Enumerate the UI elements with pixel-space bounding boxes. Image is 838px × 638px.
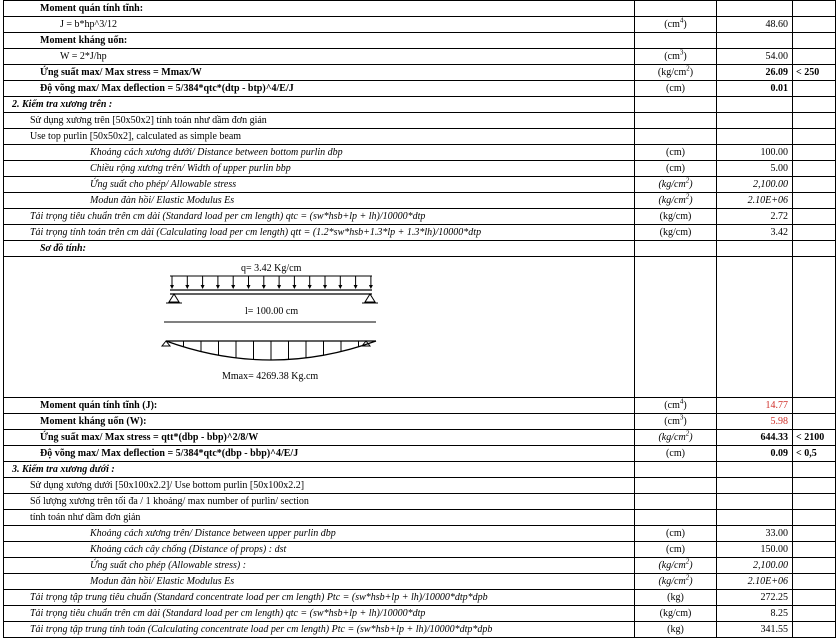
row-label: Modun đàn hồi/ Elastic Modulus Es — [4, 574, 635, 590]
row-value: 2,100.00 — [717, 558, 793, 574]
row-label: Khoảng cách xương trên/ Distance between upper purlin dbp — [4, 526, 635, 542]
row-label: Khoảng cách cây chống (Distance of props) : dst — [4, 542, 635, 558]
row-value: 3.42 — [717, 225, 793, 241]
top-section — [4, 1, 836, 257]
span-label: l= 100.00 cm — [245, 306, 299, 317]
row-limit: < 2100 — [793, 430, 836, 446]
table-row — [4, 478, 836, 494]
row-unit — [635, 462, 717, 478]
row-label: Độ võng max/ Max deflection = 5/384*qtc*(dtp - btp)^4/E/J — [4, 81, 635, 97]
row-limit — [793, 558, 836, 574]
row-value: 5.00 — [717, 161, 793, 177]
row-value — [717, 478, 793, 494]
row-unit: (kg) — [635, 590, 717, 606]
row-label: Tải trọng tính toán trên cm dài (Calculating load per cm length) qtt = (1.2*sw*hsb+1.3*lp + 1.3*lh)/10000*dtp — [4, 225, 635, 241]
row-value — [717, 462, 793, 478]
row-label: Moment kháng uốn (W): — [4, 414, 635, 430]
row-unit: $(cm^4)$ — [635, 17, 717, 33]
row-limit — [793, 49, 836, 65]
calculation-sheet — [3, 0, 836, 638]
table-row — [4, 97, 836, 113]
table-row — [4, 225, 836, 241]
row-value: 5.98 — [717, 414, 793, 430]
row-value — [717, 241, 793, 257]
table-row — [4, 526, 836, 542]
row-limit — [793, 462, 836, 478]
row-unit: $(cm^4)$ — [635, 398, 717, 414]
row-value: 26.09 — [717, 65, 793, 81]
row-unit: $(kg/cm^2)$ — [635, 193, 717, 209]
row-label: Use top purlin [50x50x2], calculated as simple beam — [4, 129, 635, 145]
beam-load-diagram — [4, 257, 635, 340]
row-label: Số lượng xương trên tối đa / 1 khoảng/ max number of purlin/ section — [4, 494, 635, 510]
row-label: W = 2*J/hp — [4, 49, 635, 65]
row-value: 2.10E+06 — [717, 193, 793, 209]
row-unit: (kg/cm) — [635, 225, 717, 241]
row-label: 2. Kiểm tra xương trên : — [4, 97, 635, 113]
row-unit: $(kg/cm^2)$ — [635, 558, 717, 574]
row-limit — [793, 590, 836, 606]
row-value: 150.00 — [717, 542, 793, 558]
row-limit — [793, 241, 836, 257]
table-row — [4, 177, 836, 193]
row-limit — [793, 17, 836, 33]
table-row — [4, 494, 836, 510]
row-unit — [635, 1, 717, 17]
row-unit: $(kg/cm^2)$ — [635, 65, 717, 81]
table-row — [4, 241, 836, 257]
row-limit — [793, 161, 836, 177]
row-label: Ứng suất cho phép/ Allowable stress — [4, 177, 635, 193]
row-label: Ứng suất cho phép (Allowable stress) : — [4, 558, 635, 574]
table-row — [4, 414, 836, 430]
row-value: 341.55 — [717, 622, 793, 638]
row-unit: (kg/cm) — [635, 209, 717, 225]
row-unit — [635, 129, 717, 145]
row-unit — [635, 494, 717, 510]
row-limit: < 0,5 — [793, 446, 836, 462]
right-support-icon — [365, 294, 375, 302]
table-row — [4, 590, 836, 606]
row-unit: (cm) — [635, 446, 717, 462]
row-label: Tải trọng tiêu chuẩn trên cm dài (Standard load per cm length) qtc = (sw*hsb+lp + lh)/10000*dtp — [4, 606, 635, 622]
moment-svg — [4, 339, 635, 397]
table-row — [4, 145, 836, 161]
row-limit — [793, 606, 836, 622]
row-unit: $(cm^3)$ — [635, 414, 717, 430]
row-limit — [793, 494, 836, 510]
row-limit — [793, 542, 836, 558]
load-arrows — [170, 276, 373, 289]
row-unit: (cm) — [635, 526, 717, 542]
table-row — [4, 17, 836, 33]
row-label: Moment quán tính tĩnh: — [4, 1, 635, 17]
row-unit: (cm) — [635, 542, 717, 558]
row-value — [717, 494, 793, 510]
row-unit: $(kg/cm^2)$ — [635, 574, 717, 590]
row-value: 14.77 — [717, 398, 793, 414]
row-limit — [793, 129, 836, 145]
row-value: 48.60 — [717, 17, 793, 33]
row-limit — [793, 398, 836, 414]
table-row — [4, 446, 836, 462]
row-value: 0.09 — [717, 446, 793, 462]
beam-load-svg — [4, 257, 635, 339]
table-row — [4, 558, 836, 574]
row-unit — [635, 97, 717, 113]
table-row — [4, 49, 836, 65]
row-label: Moment kháng uốn: — [4, 33, 635, 49]
row-value — [717, 1, 793, 17]
row-label: 3. Kiểm tra xương dưới : — [4, 462, 635, 478]
table-row — [4, 161, 836, 177]
row-value — [717, 510, 793, 526]
table-row — [4, 510, 836, 526]
row-unit: $(cm^3)$ — [635, 49, 717, 65]
table-row — [4, 542, 836, 558]
table-row — [4, 113, 836, 129]
row-unit — [635, 241, 717, 257]
row-limit — [793, 574, 836, 590]
table-row — [4, 129, 836, 145]
row-limit — [793, 414, 836, 430]
row-value: 0.01 — [717, 81, 793, 97]
row-label: tính toán như dầm đơn giản — [4, 510, 635, 526]
row-unit — [635, 113, 717, 129]
table-row — [4, 65, 836, 81]
row-label: Ứng suất max/ Max stress = Mmax/W — [4, 65, 635, 81]
row-limit — [793, 526, 836, 542]
row-value — [717, 129, 793, 145]
moment-label: Mmax= 4269.38 Kg.cm — [222, 371, 319, 382]
row-label: Sử dụng xương trên [50x50x2] tính toán như dầm đơn giản — [4, 113, 635, 129]
row-limit — [793, 145, 836, 161]
row-unit: (cm) — [635, 81, 717, 97]
table-row — [4, 574, 836, 590]
row-label: J = b*hp^3/12 — [4, 17, 635, 33]
row-value: 33.00 — [717, 526, 793, 542]
row-label: Sơ đồ tính: — [4, 241, 635, 257]
table-row — [4, 622, 836, 638]
row-value — [717, 97, 793, 113]
table-row — [4, 81, 836, 97]
row-value: 644.33 — [717, 430, 793, 446]
row-unit — [635, 33, 717, 49]
row-unit: (kg) — [635, 622, 717, 638]
row-label: Khoảng cách xương dưới/ Distance between bottom purlin dbp — [4, 145, 635, 161]
load-label: q= 3.42 Kg/cm — [241, 263, 302, 274]
row-unit: (cm) — [635, 145, 717, 161]
row-value: 2.10E+06 — [717, 574, 793, 590]
row-value: 54.00 — [717, 49, 793, 65]
bottom-section — [4, 398, 836, 638]
row-limit — [793, 510, 836, 526]
diagram-section — [4, 257, 836, 398]
row-label: Ứng suất max/ Max stress = qtt*(dbp - bbp)^2/8/W — [4, 430, 635, 446]
row-label: Modun đàn hồi/ Elastic Modulus Es — [4, 193, 635, 209]
moment-ordinates — [184, 341, 359, 360]
row-unit — [635, 478, 717, 494]
table-row — [4, 193, 836, 209]
row-limit — [793, 177, 836, 193]
row-label: Tải trọng tập trung tiêu chuẩn (Standard concentrate load per cm length) Ptc = (sw*hsb+lp + lh)/10000*dtp*dpb — [4, 590, 635, 606]
table-row — [4, 1, 836, 17]
table-row — [4, 398, 836, 414]
row-value — [717, 33, 793, 49]
row-limit: < 250 — [793, 65, 836, 81]
table-row — [4, 33, 836, 49]
row-limit — [793, 113, 836, 129]
row-unit: (kg/cm) — [635, 606, 717, 622]
row-limit — [793, 225, 836, 241]
row-value: 100.00 — [717, 145, 793, 161]
table-row — [4, 462, 836, 478]
moment-diagram — [4, 339, 635, 398]
row-value: 2.72 — [717, 209, 793, 225]
row-value: 8.25 — [717, 606, 793, 622]
row-limit — [793, 1, 836, 17]
row-limit — [793, 97, 836, 113]
row-limit — [793, 33, 836, 49]
table-row — [4, 606, 836, 622]
row-label: Sử dụng xương dưới [50x100x2.2]/ Use bottom purlin [50x100x2.2] — [4, 478, 635, 494]
row-value — [717, 113, 793, 129]
table-row — [4, 430, 836, 446]
row-label: Chiều rộng xương trên/ Width of upper purlin bbp — [4, 161, 635, 177]
row-limit — [793, 81, 836, 97]
row-value: 2,100.00 — [717, 177, 793, 193]
row-limit — [793, 622, 836, 638]
row-label: Tải trọng tiêu chuẩn trên cm dài (Standard load per cm length) qtc = (sw*hsb+lp + lh)/10000*dtp — [4, 209, 635, 225]
row-label: Tải trọng tập trung tính toán (Calculating concentrate load per cm length) Ptc = (sw*hsb+lp + lh)/10000*dtp*dpb — [4, 622, 635, 638]
row-unit — [635, 510, 717, 526]
table-row — [4, 209, 836, 225]
row-limit — [793, 193, 836, 209]
left-support-icon — [169, 294, 179, 302]
row-unit: $(kg/cm^2)$ — [635, 177, 717, 193]
row-label: Moment quán tính tĩnh (J): — [4, 398, 635, 414]
row-limit — [793, 209, 836, 225]
row-unit: $(kg/cm^2)$ — [635, 430, 717, 446]
row-limit — [793, 478, 836, 494]
row-label: Độ võng max/ Max deflection = 5/384*qtc*(dbp - bbp)^4/E/J — [4, 446, 635, 462]
row-unit: (cm) — [635, 161, 717, 177]
row-value: 272.25 — [717, 590, 793, 606]
